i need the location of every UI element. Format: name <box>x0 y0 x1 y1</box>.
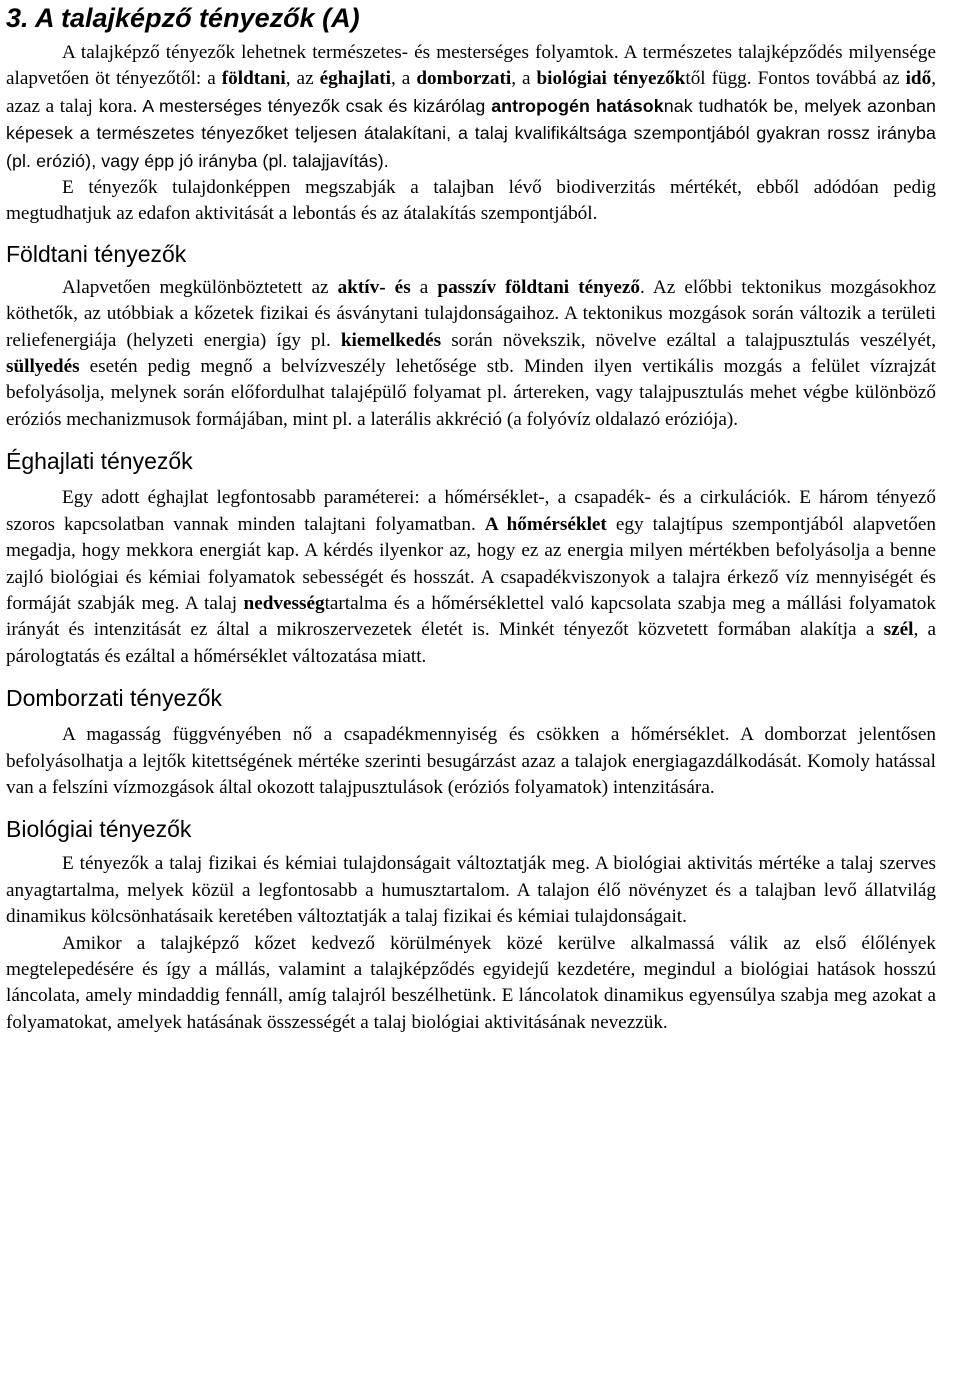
intro-text-6: , azaz a talaj kora. <box>6 68 936 117</box>
eghajlati-term-homerseklet: A hőmérséklet <box>484 513 607 535</box>
intro-term-antropogen: antropogén hatások <box>491 95 664 116</box>
intro-paragraph-2: E tényezők tulajdonképpen megszabják a talajban lévő biodiverzitás mértékét, ebből adódóan pedig megtudhatjuk az edafon aktivitását a lebontás és az átalakítás szempontjából. <box>6 177 936 225</box>
heading-foldtani: Földtani tényezők <box>6 240 187 267</box>
intro-text-1: A talajképző tényezők lehetnek természetes- és mesterséges folyamtok. A természetes talajképződés milyensége alapvetően öt tényezőtől: a <box>6 42 936 90</box>
foldtani-text-2: a <box>410 276 438 298</box>
foldtani-term-passziv: passzív földtani tényező <box>437 276 641 298</box>
eghajlati-text-4: , a párologtatás és ezáltal a hőmérséklet változatása miatt. <box>6 619 936 667</box>
foldtani-paragraph <box>6 275 936 433</box>
eghajlati-term-nedvesseg: nedvesség <box>243 592 325 614</box>
heading-biologiai: Biológiai tényezők <box>6 816 192 843</box>
eghajlati-text-2: egy talajtípus szempontjából alapvetően megadja, hogy mekkora energiát kap. A kérdés ilyenkor az, hogy ez az energia milyen mértékben befolyásolja a benne zajló biológiai és kémiai folyamatok sebességét és hosszát. A csapadékviszonyok a talajra érkező víz mennyiségét és formáját szabják meg. A talaj <box>6 513 936 614</box>
foldtani-text-4: során növekszik, növelve ezáltal a talajpusztulás veszélyét, <box>441 329 936 351</box>
foldtani-text-3: . Az előbbi tektonikus mozgásokhoz köthetők, az utóbbiak a kőzetek fizikai és ásványtani tulajdonságaihoz. A tektonikus mozgások során változik a területi reliefenergiája (helyzeti energia) így pl. <box>6 276 936 351</box>
foldtani-text-5: esetén pedig megnő a belvízveszély lehetősége stb. Minden ilyen vertikális mozgás a felület vízrajzát befolyásolja, melynek során előfordulhat talajépülő folyamat pl. ártereken, vagy talajpusztulás mehet végbe különböző eróziós mechanizmusok formájában, mint pl. a laterális akkréció (a folyóvíz oldalazó eróziója). <box>6 356 936 430</box>
intro-text-7: A mesterséges tényezők csak és kizárólag <box>137 95 492 116</box>
eghajlati-text-3: tartalma és a hőmérséklettel való kapcsolata szabja meg a mállási folyamatok irányát és intenzitását ez által a mikroszervezetek életét is. Minkét tényezőt közvetett formában alakítja a <box>6 592 936 641</box>
intro-text-8: nak tudhatók be, melyek azonban képesek a természetes tényezőket teljesen átalakítani, a talaj kvalifikáltsága szempontjából gyakran rossz irányba (pl. erózió), vagy épp jó irányba (pl. talajjavítás). <box>6 95 937 171</box>
intro-text-5: től függ. Fontos továbbá az <box>685 68 906 90</box>
intro-term-ido: idő <box>905 68 932 90</box>
intro-text-3: , a <box>391 68 417 90</box>
intro-paragraph <box>6 40 936 175</box>
intro-text-4: , a <box>511 68 537 90</box>
heading-domborzati: Domborzati tényezők <box>6 685 223 712</box>
intro-term-biologiai: biológiai tényezők <box>536 68 686 90</box>
intro-term-domborzati: domborzati <box>416 68 512 90</box>
domborzati-paragraph: A magasság függvényében nő a csapadékmennyiség és csökken a hőmérséklet. A domborzat jelentősen befolyásolhatja a lejtők kitettségének mértéke szerinti besugárzást azaz a talajok energiagazdálkodását. Komoly hatással van a felszíni vízmozgások által okozott talajpusztulások (eróziós folyamatok) intenzitására. <box>6 724 936 798</box>
eghajlati-paragraph <box>6 485 936 670</box>
page-title: 3. A talajképző tényezők (A) <box>6 3 360 33</box>
foldtani-term-aktiv: aktív- és <box>337 276 411 298</box>
biologiai-paragraph-2: Amikor a talajképző kőzet kedvező körülmények közé kerülve alkalmassá válik az első élőlények megtelepedésére és így a mállás, valamint a talajképződés egyidejű kezdetére, megindul a biológiai hatások hosszú láncolata, amely mindaddig fennáll, amíg talajról beszélhetünk. E láncolatok dinamikus egyensúlya szabja meg azokat a folyamatokat, amelyek hatásának összességét a talaj biológiai aktivitásának nevezzük. <box>6 932 936 1033</box>
foldtani-term-sullyedes: süllyedés <box>6 356 80 378</box>
intro-term-eghajlati: éghajlati <box>319 68 392 90</box>
eghajlati-term-szel: szél <box>883 619 914 641</box>
intro-term-foldtani: földtani <box>221 68 286 90</box>
heading-eghajlati: Éghajlati tényezők <box>6 448 193 475</box>
foldtani-term-kiemelkedes: kiemelkedés <box>340 329 442 351</box>
eghajlati-text-1: Egy adott éghajlat legfontosabb paraméterei: a hőmérséklet-, a csapadék- és a cirkulációk. E három tényező szoros kapcsolatban vannak minden talajtani folyamatban. <box>6 487 936 535</box>
biologiai-paragraph-1: E tényezők a talaj fizikai és kémiai tulajdonságait változtatják meg. A biológiai aktivitás mértéke a talaj szerves anyagtartalma, melyek közül a legfontosabb a humusztartalom. A talajon élő növényzet és a talajban levő állatvilág dinamikus kölcsönhatásaik keretében változtatják a talaj fizikai és kémiai tulajdonságait. <box>6 853 936 928</box>
foldtani-text-1: Alapvetően megkülönböztetett az <box>62 276 338 298</box>
intro-text-2: , az <box>285 68 320 90</box>
